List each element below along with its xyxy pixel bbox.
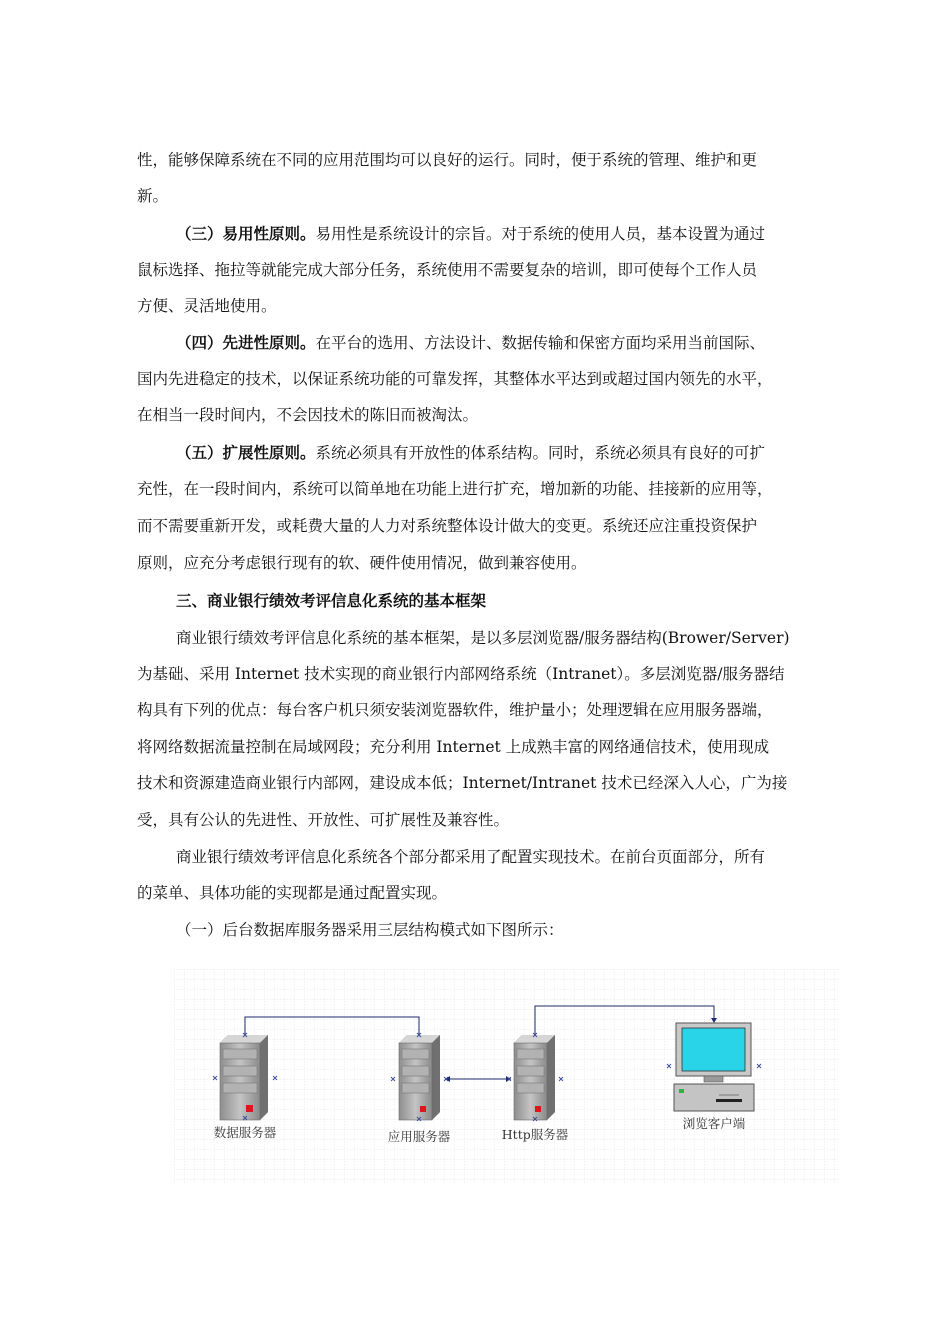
p7-line1: （一）后台数据库服务器采用三层结构模式如下图所示： xyxy=(176,921,564,939)
computer-icon xyxy=(674,1023,754,1111)
p5-line3: 构具有下列的优点：每台客户机只须安装浏览器软件，维护量小；处理逻辑在应用服务器端， xyxy=(137,701,773,719)
server-icon xyxy=(220,1035,268,1120)
app-server-label: 应用服务器 xyxy=(387,1129,451,1144)
server-icon xyxy=(399,1035,440,1120)
architecture-diagram xyxy=(174,969,838,1184)
p3-line3: 在相当一段时间内，不会因技术的陈旧而被淘汰。 xyxy=(137,406,479,424)
p4-line3: 而不需要重新开发，或耗费大量的人力对系统整体设计做大的变更。系统还应注重投资保护 xyxy=(137,517,758,535)
p3-line1-text: 在平台的选用、方法设计、数据传输和保密方面均采用当前国际、 xyxy=(315,334,766,352)
data-server-label: 数据服务器 xyxy=(213,1125,277,1140)
http-server-label: Http服务器 xyxy=(501,1127,569,1142)
p5-line1: 商业银行绩效考评信息化系统的基本框架，是以多层浏览器/服务器结构(Brower/Server) xyxy=(176,629,790,647)
p1-line1: 性，能够保障系统在不同的应用范围均可以良好的运行。同时，便于系统的管理、维护和更 xyxy=(137,151,758,169)
p2-line1 xyxy=(176,224,765,244)
p5-line5: 技术和资源建造商业银行内部网，建设成本低；Internet/Intranet 技术已经深入人心，广为接 xyxy=(137,774,788,792)
p3-line1 xyxy=(176,333,765,353)
data-server-node xyxy=(214,1035,277,1140)
p4-line1-text: 系统必须具有开放性的体系结构。同时，系统必须具有良好的可扩 xyxy=(315,444,766,462)
p4-line1 xyxy=(176,443,765,463)
p2-heading: （三）易用性原则。 xyxy=(176,224,316,243)
browser-client-label: 浏览客户端 xyxy=(682,1116,746,1131)
p2-line1-text: 易用性是系统设计的宗旨。对于系统的使用人员，基本设置为通过 xyxy=(315,225,766,243)
p5-line4: 将网络数据流量控制在局域网段；充分利用 Internet 上成熟丰富的网络通信技术，使用现成 xyxy=(137,738,770,756)
p3-line2: 国内先进稳定的技术，以保证系统功能的可靠发挥，其整体水平达到或超过国内领先的水平， xyxy=(137,370,773,388)
p4-heading: （五）扩展性原则。 xyxy=(176,443,316,462)
p5-line2: 为基础、采用 Internet 技术实现的商业银行内部网络系统（Intranet）。多层浏览器/服务器结 xyxy=(137,665,785,683)
server-icon xyxy=(514,1035,555,1120)
p4-line4: 原则，应充分考虑银行现有的软、硬件使用情况，做到兼容使用。 xyxy=(137,554,587,572)
p3-heading: （四）先进性原则。 xyxy=(176,333,316,352)
p4-line2: 充性，在一段时间内，系统可以简单地在功能上进行扩充，增加新的功能、挂接新的应用等， xyxy=(137,480,773,498)
p1-line2: 新。 xyxy=(137,187,169,205)
p5-line6: 受，具有公认的先进性、开放性、可扩展性及兼容性。 xyxy=(137,811,510,829)
architecture-diagram-svg xyxy=(174,969,838,1184)
p6-line1: 商业银行绩效考评信息化系统各个部分都采用了配置实现技术。在前台页面部分，所有 xyxy=(176,848,766,866)
p2-line2: 鼠标选择、拖拉等就能完成大部分任务，系统使用不需要复杂的培训，即可使每个工作人员 xyxy=(137,261,758,279)
p6-line2: 的菜单、具体功能的实现都是通过配置实现。 xyxy=(137,884,448,902)
p2-line3: 方便、灵活地使用。 xyxy=(137,297,277,315)
section-heading: 三、商业银行绩效考评信息化系统的基本框架 xyxy=(176,591,487,610)
